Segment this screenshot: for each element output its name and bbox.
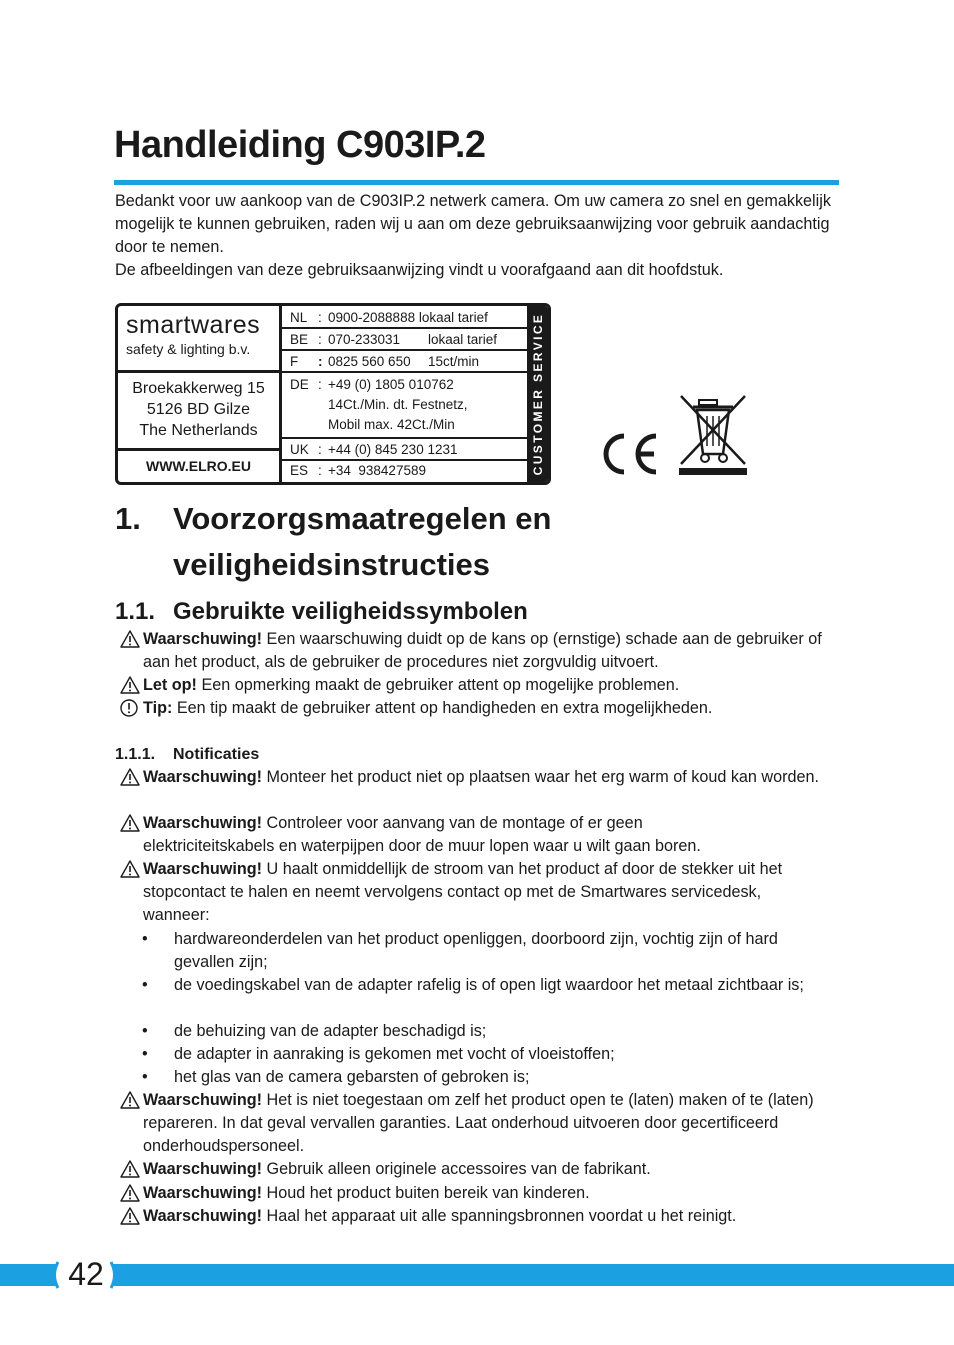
warning-icon <box>120 768 140 786</box>
item-label: Waarschuwing! <box>143 630 263 648</box>
country-code: ES <box>290 463 309 478</box>
section-title: Voorzorgsmaatregelen en veiligheidsinstructies <box>173 501 552 582</box>
phone-table <box>282 306 527 482</box>
section-title: Notificaties <box>173 746 260 763</box>
phone-row-nl: NL : 0900-2088888 lokaal tarief <box>282 306 527 329</box>
weee-bin-icon <box>677 394 749 476</box>
tip-icon <box>120 699 140 717</box>
item-label: Tip: <box>143 699 173 717</box>
list-item: • de behuizing van de adapter beschadigd is; <box>142 1020 832 1043</box>
warning-icon <box>120 1091 140 1109</box>
list-item-text: de adapter in aanraking is gekomen met vocht of vloeistoffen; <box>174 1045 615 1063</box>
brand-name: smartwares <box>126 311 261 339</box>
notification-item <box>120 1158 840 1181</box>
item-label: Waarschuwing! <box>143 1207 263 1225</box>
list-item: • het glas van de camera gebarsten of gebroken is; <box>142 1066 832 1089</box>
item-label: Waarschuwing! <box>143 1184 263 1202</box>
section-number: 1.1. <box>115 598 156 625</box>
notification-item <box>120 1089 840 1158</box>
phone-number: +34 938427589 <box>328 463 426 478</box>
item-text: Een waarschuwing duidt op de kans op (ernstige) schade aan de gebruiker of aan het product, als de gebruiker de procedures niet zorgvuldig uitvoert. <box>143 630 822 671</box>
phone-tariff: lokaal tarief <box>418 310 488 325</box>
item-text: Gebruik alleen originele accessoires van de fabrikant. <box>262 1160 651 1178</box>
item-text: Monteer het product niet op plaatsen waar het erg warm of koud kan worden. <box>262 768 820 786</box>
customer-service-card <box>115 303 551 485</box>
intro-paragraph-1: Bedankt voor uw aankoop van de C903IP.2 netwerk camera. Om uw camera zo snel en gemakkelijk mogelijk te kunnen gebruiken, raden wij u aan om deze gebruiksaanwijzing voor gebruik aandachtig door te nemen. <box>115 192 831 256</box>
phone-number: +49 (0) 1805 010762 <box>328 377 454 392</box>
address-box <box>118 373 282 451</box>
phone-tariff: 15ct/min <box>428 354 480 369</box>
phone-note: 14Ct./Min. dt. Festnetz, <box>328 397 468 412</box>
page-title: Handleiding C903IP.2 <box>114 124 486 166</box>
item-label: Waarschuwing! <box>143 860 263 878</box>
section-number: 1.1.1. <box>115 746 156 763</box>
brand-subtitle: safety & lighting b.v. <box>126 341 251 357</box>
phone-note: Mobil max. 42Ct./Min <box>328 417 455 432</box>
section-heading-1-1-1 <box>115 743 259 766</box>
list-item: • hardwareonderdelen van het product openliggen, doorboord zijn, vochtig zijn of hard gevallen zijn; <box>142 928 832 974</box>
notification-item <box>120 1205 840 1228</box>
title-underline <box>114 180 839 185</box>
item-text: Een opmerking maakt de gebruiker attent op mogelijke problemen. <box>196 676 680 694</box>
notification-item <box>120 858 840 927</box>
notification-item <box>120 812 840 858</box>
ce-mark-icon <box>598 432 660 476</box>
list-item: • de voedingskabel van de adapter rafelig is of open ligt waardoor het metaal zichtbaar is; <box>142 974 832 997</box>
section-heading-1-1 <box>115 596 528 628</box>
list-item-text: het glas van de camera gebarsten of gebroken is; <box>174 1068 530 1086</box>
symbol-item-letop <box>120 674 840 697</box>
brand-box <box>118 306 282 373</box>
footer-bar <box>0 1264 56 1286</box>
list-item-text: hardwareonderdelen van het product openliggen, doorboord zijn, vochtig zijn of hard gevallen zijn; <box>174 930 778 971</box>
customer-service-strip <box>527 306 548 482</box>
warning-icon <box>120 814 140 832</box>
item-text: Een tip maakt de gebruiker attent op handigheden en extra mogelijkheden. <box>172 699 713 717</box>
phone-number: +44 (0) 845 230 1231 <box>328 442 458 457</box>
phone-row-de: DE : +49 (0) 1805 010762 14Ct./Min. dt. Festnetz, Mobil max. 42Ct./Min <box>282 373 527 439</box>
address-line: The Netherlands <box>139 422 258 439</box>
phone-row-f: F : 0825 560 650 15ct/min <box>282 351 527 373</box>
item-text: U haalt onmiddellijk de stroom van het product af door de stekker uit het stopcontact te halen en neemt vervolgens contact op met de Smartwares servicedesk, wanneer: <box>143 860 783 924</box>
phone-row-es: ES : +34 938427589 <box>282 461 527 482</box>
item-label: Waarschuwing! <box>143 814 263 832</box>
item-text: Houd het product buiten bereik van kinderen. <box>262 1184 590 1202</box>
country-code: BE <box>290 332 309 347</box>
symbol-item-warning <box>120 628 840 674</box>
notification-item <box>120 1182 840 1205</box>
warning-icon <box>120 860 140 878</box>
item-label: Waarschuwing! <box>143 1091 263 1109</box>
intro-paragraph-2: De afbeeldingen van deze gebruiksaanwijzing vindt u voorafgaand aan dit hoofdstuk. <box>115 261 724 279</box>
item-label: Waarschuwing! <box>143 1160 263 1178</box>
footer-bar <box>113 1264 954 1286</box>
phone-row-be: BE : 070-233031 lokaal tarief <box>282 329 527 351</box>
address-line: 5126 BD Gilze <box>146 401 251 418</box>
phone-number: 070-233031 <box>328 332 401 347</box>
address-line: Broekakkerweg 15 <box>132 380 265 397</box>
section-number: 1. <box>115 501 141 536</box>
website-link[interactable]: WWW.ELRO.EU <box>118 451 282 482</box>
item-text: Controleer voor aanvang van de montage of er geen elektriciteitskabels en waterpijpen door de muur lopen waar u wilt gaan boren. <box>143 814 701 855</box>
item-label: Let op! <box>143 676 197 694</box>
warning-icon <box>120 676 140 694</box>
item-text: Het is niet toegestaan om zelf het product open te (laten) maken of te (laten) repareren. In dat geval vervallen garanties. Laat onderhoud uitvoeren door gecertificeerd onderhoudspersoneel. <box>143 1091 814 1155</box>
page-number: 42 <box>68 1256 104 1292</box>
list-item-text: de voedingskabel van de adapter rafelig is of open ligt waardoor het metaal zichtbaar is; <box>174 976 804 994</box>
item-text: Haal het apparaat uit alle spanningsbronnen voordat u het reinigt. <box>262 1207 737 1225</box>
country-code: DE <box>290 377 309 392</box>
notification-item <box>120 766 840 789</box>
country-code: UK <box>290 442 309 457</box>
list-item: • de adapter in aanraking is gekomen met vocht of vloeistoffen; <box>142 1043 832 1066</box>
item-label: Waarschuwing! <box>143 768 263 786</box>
phone-row-uk: UK : +44 (0) 845 230 1231 <box>282 439 527 461</box>
section-title: Gebruikte veiligheidssymbolen <box>173 598 528 625</box>
warning-icon <box>120 1207 140 1225</box>
country-code: NL <box>290 310 308 325</box>
phone-number: 0825 560 650 <box>328 354 411 369</box>
warning-icon <box>120 1184 140 1202</box>
list-item-text: de behuizing van de adapter beschadigd is; <box>174 1022 487 1040</box>
phone-number: 0900-2088888 <box>328 310 416 325</box>
phone-tariff: lokaal tarief <box>428 332 498 347</box>
symbol-item-tip <box>120 697 840 720</box>
customer-service-label: CUSTOMER SERVICE <box>530 312 545 476</box>
intro-text <box>115 190 845 282</box>
warning-icon <box>120 630 140 648</box>
country-code: F <box>290 354 299 369</box>
warning-icon <box>120 1160 140 1178</box>
